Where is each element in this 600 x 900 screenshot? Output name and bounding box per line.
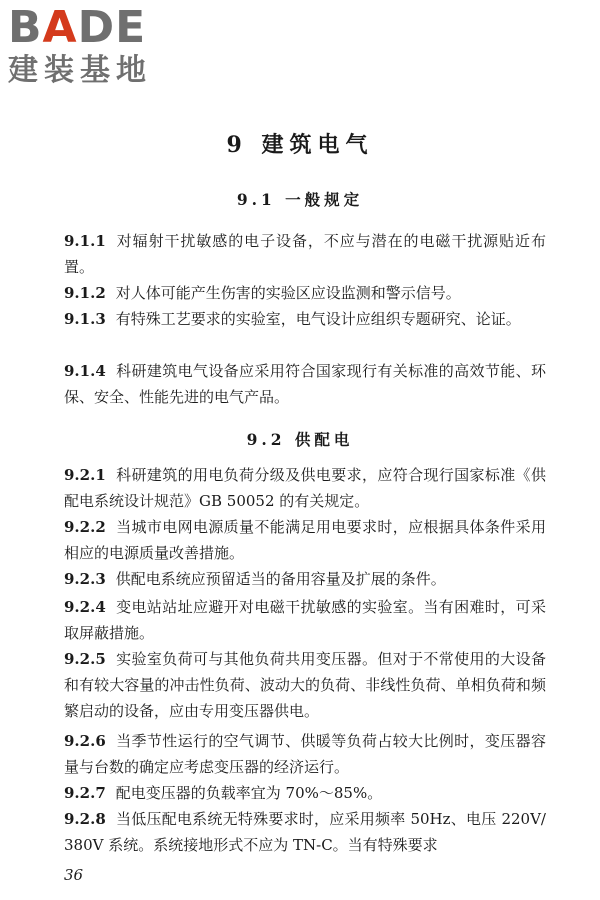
clause-text: 对人体可能产生伤害的实验区应设监测和警示信号。 [115,284,461,302]
clause [64,462,546,514]
clause [64,566,546,592]
clause-number: 9.2.6 [64,732,106,750]
clause-number: 9.2.3 [64,570,106,588]
section-title: 9.1 一般规定 [236,190,364,209]
clause-number: 9.2.4 [64,598,106,616]
clause-text: 当城市电网电源质量不能满足用电要求时，应根据具体条件采用相应的电源质量改善措施。 [64,518,546,562]
clause-text: 配电变压器的负载率宜为 70%～85%。 [115,784,383,802]
logo-subtitle: 建装基地 [8,53,152,88]
clause-number: 9.2.5 [64,650,106,668]
clause [64,728,546,780]
clause-number: 9.2.1 [64,466,106,484]
chapter-title: 9 建筑电气 [226,132,374,158]
clause [64,806,546,858]
clause [64,228,546,280]
clause [64,514,546,566]
clause [64,358,546,410]
clause-number: 9.1.4 [64,362,106,380]
clause [64,306,546,332]
clause-number: 9.1.3 [64,310,106,328]
clause [64,594,546,646]
clause [64,280,546,306]
clause-text: 供配电系统应预留适当的备用容量及扩展的条件。 [115,570,446,588]
clause-text: 科研建筑电气设备应采用符合国家现行有关标准的高效节能、环保、安全、性能先进的电气产品。 [64,362,546,406]
clause-text: 对辐射干扰敏感的电子设备，不应与潜在的电磁干扰源贴近布置。 [64,232,546,276]
logo-wordmark: BADE [8,2,147,53]
clause-number: 9.1.1 [64,232,106,250]
logo-accent-letter: A [42,2,78,53]
section-title: 9.2 供配电 [246,430,354,449]
clause-text: 有特殊工艺要求的实验室，电气设计应组织专题研究、论证。 [115,310,521,328]
clause-text: 实验室负荷可与其他负荷共用变压器。但对于不常使用的大设备和有较大容量的冲击性负荷、波动大的负荷、非线性负荷、单相负荷和频繁启动的设备，应由专用变压器供电。 [64,650,546,720]
clause [64,646,546,724]
clause-number: 9.2.7 [64,784,106,802]
clause-text: 当季节性运行的空气调节、供暖等负荷占较大比例时，变压器容量与台数的确定应考虑变压器的经济运行。 [64,732,546,776]
clause-number: 9.2.8 [64,810,106,828]
page-number: 36 [64,866,84,884]
clause-text: 当低压配电系统无特殊要求时，应采用频率 50Hz、电压 220V/380V 系统。系统接地形式不应为 TN-C。当有特殊要求 [64,810,546,854]
clause [64,780,546,806]
clause-text: 变电站站址应避开对电磁干扰敏感的实验室。当有困难时，可采取屏蔽措施。 [64,598,546,642]
clause-number: 9.2.2 [64,518,106,536]
clause-text: 科研建筑的用电负荷分级及供电要求，应符合现行国家标准《供配电系统设计规范》GB 50052 的有关规定。 [64,466,546,510]
brand-logo [8,4,178,90]
clause-number: 9.1.2 [64,284,106,302]
